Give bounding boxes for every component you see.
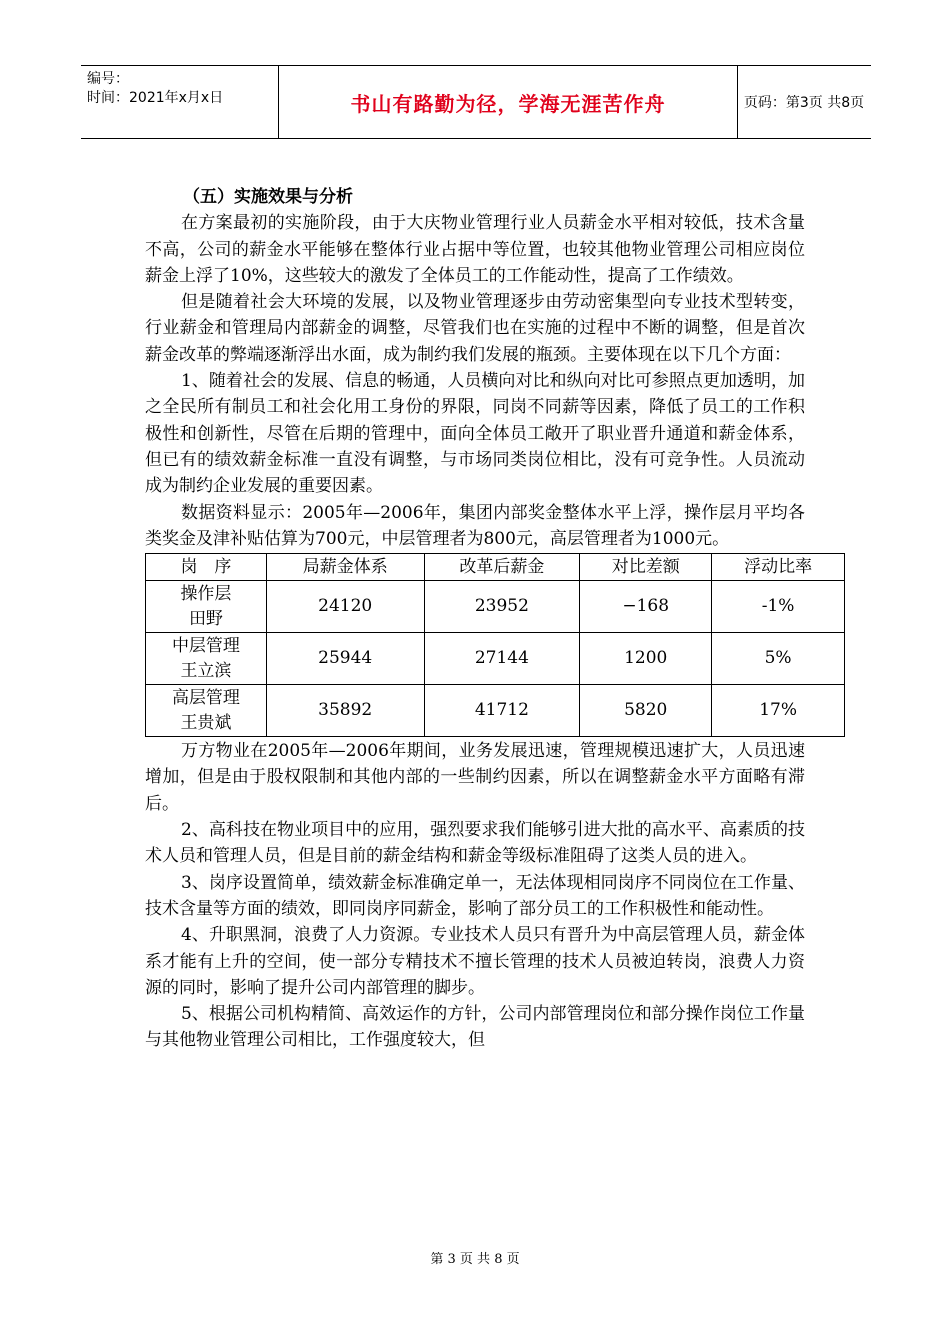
paragraph: 5、根据公司机构精简、高效运作的方针，公司内部管理岗位和部分操作岗位工作量与其他物业管理公司相比，工作强度较大，但 bbox=[145, 1004, 805, 1051]
salary-comparison-table bbox=[145, 553, 845, 737]
column-header: 改革后薪金 bbox=[424, 554, 580, 581]
table-header-row bbox=[146, 554, 845, 581]
bureau-salary-cell: 24120 bbox=[266, 581, 424, 633]
section-title: （五）实施效果与分析 bbox=[183, 187, 353, 207]
paragraph: 3、岗序设置简单，绩效薪金标准确定单一，无法体现相同岗序不同岗位在工作量、技术含量等方面的绩效，即同岗序同薪金，影响了部分员工的工作积极性和能动性。 bbox=[145, 872, 805, 919]
header-meta bbox=[81, 66, 279, 138]
paragraph: 2、高科技在物业项目中的应用，强烈要求我们能够引进大批的高水平、高素质的技术人员和管理人员，但是目前的薪金结构和薪金等级标准阻碍了这类人员的进入。 bbox=[145, 820, 805, 867]
document-body bbox=[145, 184, 813, 1054]
paragraph: 在方案最初的实施阶段，由于大庆物业管理行业人员薪金水平相对较低，技术含量不高，公司的薪金水平能够在整体行业占据中等位置，也较其他物业管理公司相应岗位薪金上浮了10%，这些较大的激发了全体员工的工作能动性，提高了工作绩效。 bbox=[145, 213, 805, 286]
column-header: 局薪金体系 bbox=[266, 554, 424, 581]
rate-cell: -1% bbox=[712, 581, 845, 633]
bureau-salary-cell: 25944 bbox=[266, 633, 424, 685]
table-row bbox=[146, 685, 845, 737]
page-header bbox=[81, 65, 871, 139]
reform-salary-cell: 41712 bbox=[424, 685, 580, 737]
paragraph: 1、随着社会的发展、信息的畅通，人员横向对比和纵向对比可参照点更加透明，加之全民所有制员工和社会化用工身份的界限，同岗不同薪等因素，降低了员工的工作积极性和创新性，尽管在后期的管理中，面向全体员工敞开了职业晋升通道和薪金体系，但已有的绩效薪金标准一直没有调整，与市场同类岗位相比，没有可竞争性。人员流动成为制约企业发展的重要因素。 bbox=[145, 371, 805, 497]
column-header: 岗 序 bbox=[146, 554, 267, 581]
rate-cell: 5% bbox=[712, 633, 845, 685]
position-cell bbox=[146, 581, 267, 633]
position-cell bbox=[146, 685, 267, 737]
employee-name: 王贵斌 bbox=[180, 712, 232, 733]
table-row bbox=[146, 633, 845, 685]
header-motto: 书山有路勤为径，学海无涯苦作舟 bbox=[279, 66, 738, 138]
serial-label: 编号： bbox=[87, 71, 129, 87]
time-label: 时间：2021年x月x日 bbox=[87, 90, 224, 106]
difference-cell: 5820 bbox=[580, 685, 712, 737]
position-level: 操作层 bbox=[180, 583, 232, 604]
position-cell bbox=[146, 633, 267, 685]
employee-name: 田野 bbox=[188, 608, 223, 629]
column-header: 对比差额 bbox=[580, 554, 712, 581]
paragraph: 但是随着社会大环境的发展，以及物业管理逐步由劳动密集型向专业技术型转变，行业薪金和管理局内部薪金的调整，尽管我们也在实施的过程中不断的调整，但是首次薪金改革的弊端逐渐浮出水面，成为制约我们发展的瓶颈。主要体现在以下几个方面： bbox=[145, 292, 805, 365]
column-header: 浮动比率 bbox=[712, 554, 845, 581]
table-row bbox=[146, 581, 845, 633]
difference-cell: 1200 bbox=[580, 633, 712, 685]
paragraph: 万方物业在2005年—2006年期间，业务发展迅速，管理规模迅速扩大，人员迅速增加，但是由于股权限制和其他内部的一些制约因素，所以在调整薪金水平方面略有滞后。 bbox=[145, 741, 805, 814]
rate-cell: 17% bbox=[712, 685, 845, 737]
position-level: 高层管理 bbox=[171, 687, 240, 708]
bureau-salary-cell: 35892 bbox=[266, 685, 424, 737]
reform-salary-cell: 23952 bbox=[424, 581, 580, 633]
employee-name: 王立滨 bbox=[180, 660, 232, 681]
paragraph: 数据资料显示：2005年—2006年，集团内部奖金整体水平上浮，操作层月平均各类奖金及津补贴估算为700元，中层管理者为800元，高层管理者为1000元。 bbox=[145, 502, 805, 549]
paragraph: 4、升职黑洞，浪费了人力资源。专业技术人员只有晋升为中高层管理人员，薪金体系才能有上升的空间，使一部分专精技术不擅长管理的技术人员被迫转岗，浪费人力资源的同时，影响了提升公司内部管理的脚步。 bbox=[145, 925, 805, 998]
header-page-info: 页码：第3页 共8页 bbox=[743, 95, 865, 111]
reform-salary-cell: 27144 bbox=[424, 633, 580, 685]
difference-cell: −168 bbox=[580, 581, 712, 633]
position-level: 中层管理 bbox=[171, 635, 240, 656]
page-footer: 第 3 页 共 8 页 bbox=[430, 1252, 520, 1267]
